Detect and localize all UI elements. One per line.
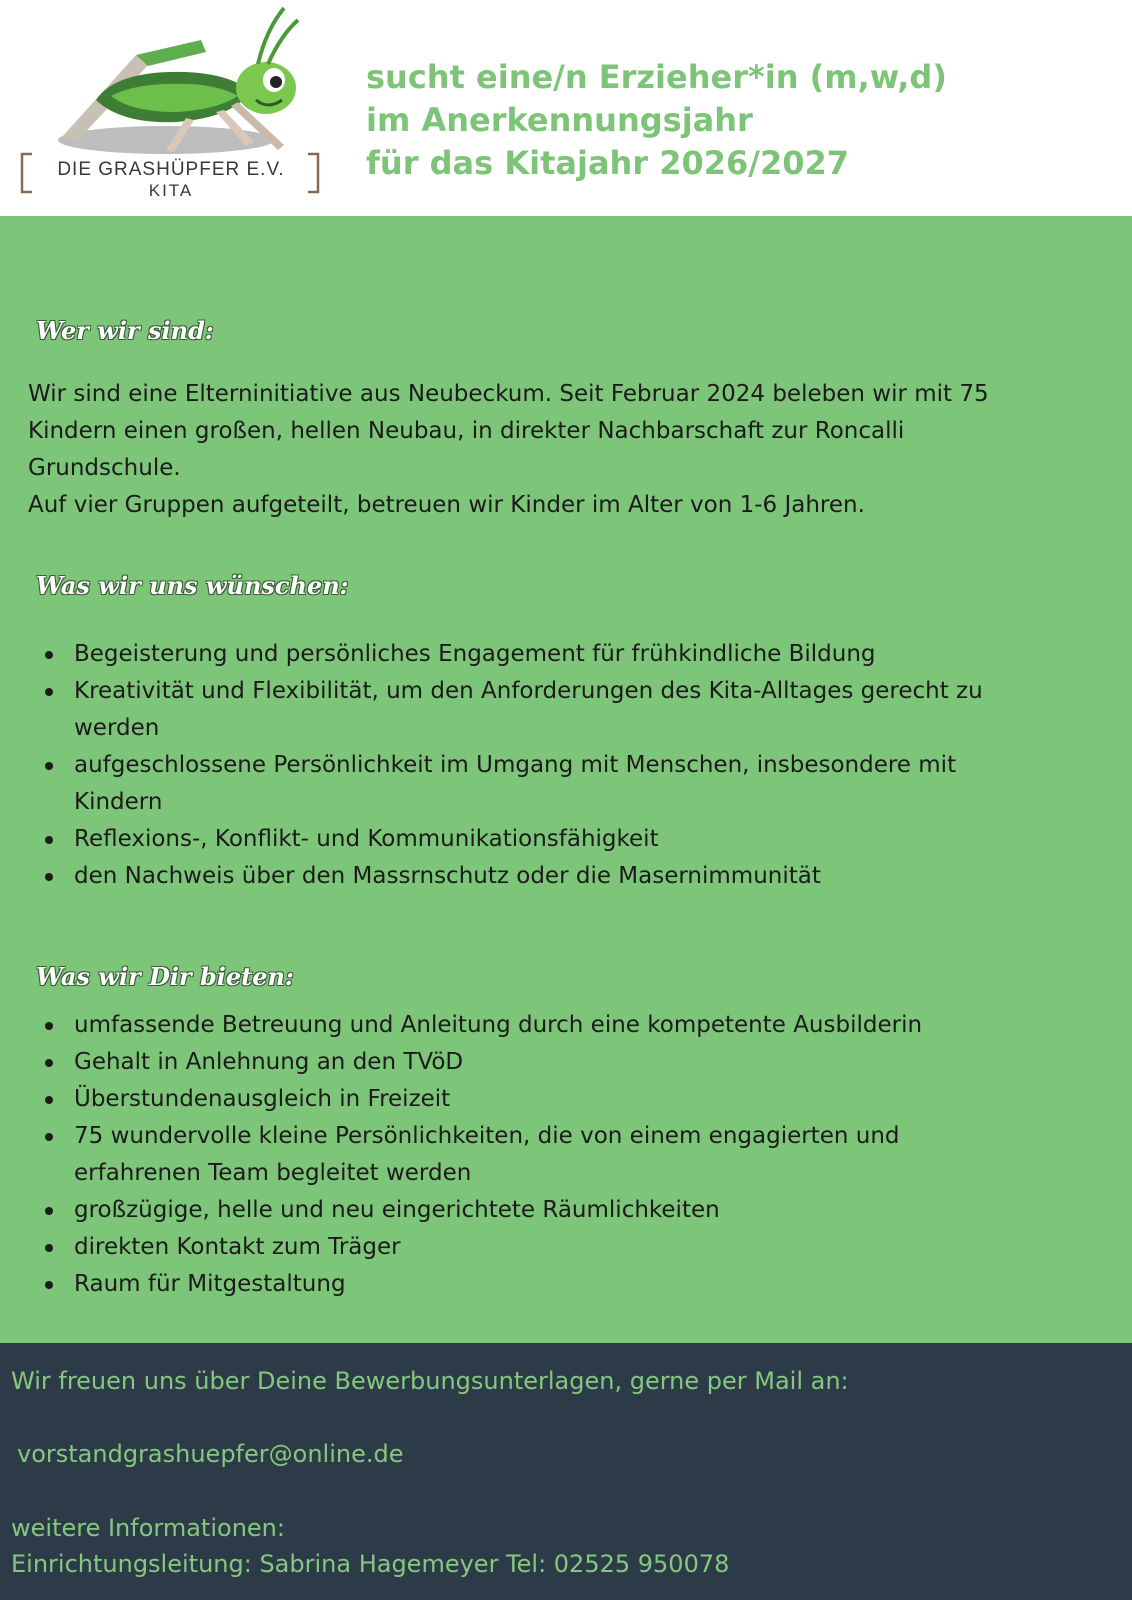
logo-name: DIE GRASHÜPFER E.V. (57, 159, 285, 180)
list-item: aufgeschlossene Persönlichkeit im Umgang mit Menschen, insbesondere mit Kindern (28, 747, 1108, 821)
logo-subtitle: KITA (148, 181, 194, 200)
about-line: Wir sind eine Elterninitiative aus Neubeckum. Seit Februar 2024 beleben wir mit 75 (28, 381, 989, 407)
contact-line: Einrichtungsleitung: Sabrina Hagemeyer Tel: 02525 950078 (11, 1550, 730, 1578)
list-item: umfassende Betreuung und Anleitung durch eine kompetente Ausbilderin (28, 1007, 1108, 1044)
about-line: Grundschule. (28, 455, 181, 481)
job-headline (366, 56, 1106, 185)
list-item: Gehalt in Anlehnung an den TVöD (28, 1044, 1108, 1081)
contact-footer (0, 1343, 1132, 1600)
section-title-wishes: Was wir uns wünschen: (36, 571, 349, 600)
list-item: Überstundenausgleich in Freizeit (28, 1081, 1108, 1118)
list-item: Kreativität und Flexibilität, um den Anforderungen des Kita-Alltages gerecht zu werden (28, 673, 1108, 747)
about-line: Auf vier Gruppen aufgeteilt, betreuen wir Kinder im Alter von 1-6 Jahren. (28, 492, 865, 518)
list-item: großzügige, helle und neu eingerichtete Räumlichkeiten (28, 1192, 1108, 1229)
about-line: Kindern einen großen, hellen Neubau, in direkter Nachbarschaft zur Roncalli (28, 418, 905, 444)
email-link[interactable]: vorstandgrashuepfer@online.de (17, 1440, 404, 1468)
list-item: Raum für Mitgestaltung (28, 1266, 1108, 1303)
headline-line-3: für das Kitajahr 2026/2027 (366, 144, 850, 182)
headline-line-1: sucht eine/n Erzieher*in (m,w,d) (366, 58, 947, 96)
content-panel (0, 216, 1132, 1343)
list-item: 75 wundervolle kleine Persönlichkeiten, die von einem engagierten und erfahrenen Team begleitet werden (28, 1118, 1108, 1192)
list-item: den Nachweis über den Massrnschutz oder die Masernimmunität (28, 858, 1108, 895)
more-info-label: weitere Informationen: (11, 1514, 285, 1542)
application-intro: Wir freuen uns über Deine Bewerbungsunterlagen, gerne per Mail an: (11, 1367, 849, 1395)
section-title-about: Wer wir sind: (36, 316, 214, 345)
offers-list (28, 1007, 1108, 1303)
about-paragraph (28, 376, 1108, 524)
kita-logo (16, 0, 326, 210)
grasshopper-icon (16, 0, 326, 160)
wishes-list (28, 636, 1108, 895)
list-item: direkten Kontakt zum Träger (28, 1229, 1108, 1266)
list-item: Begeisterung und persönliches Engagement für frühkindliche Bildung (28, 636, 1108, 673)
section-title-offers: Was wir Dir bieten: (36, 962, 294, 991)
header (0, 0, 1132, 216)
headline-line-2: im Anerkennungsjahr (366, 101, 753, 139)
list-item: Reflexions-, Konflikt- und Kommunikationsfähigkeit (28, 821, 1108, 858)
